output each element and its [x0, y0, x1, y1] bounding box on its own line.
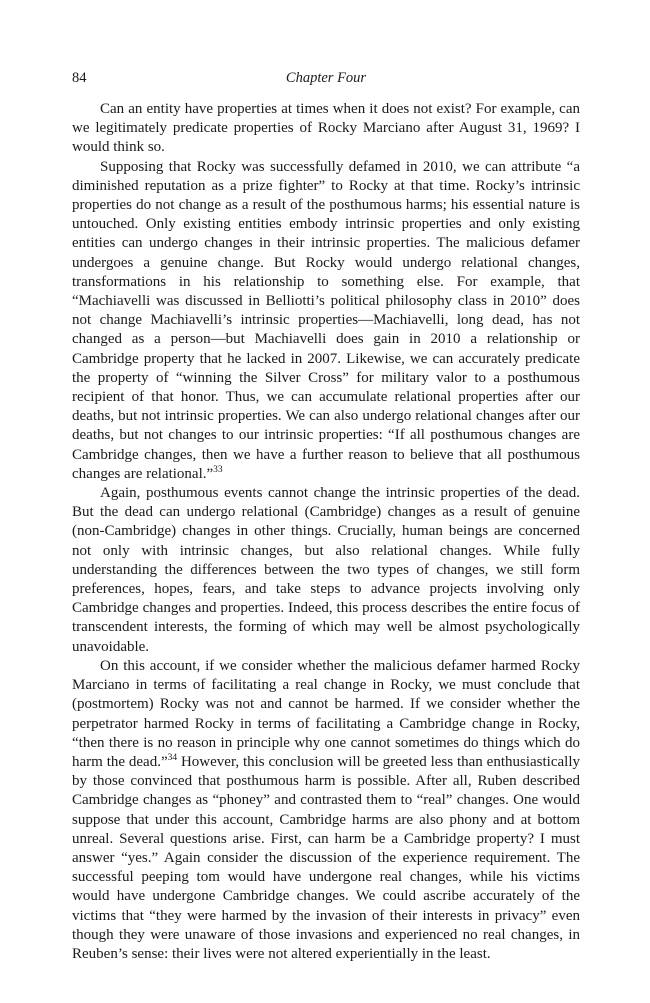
body-text	[72, 100, 580, 964]
paragraph-1	[72, 100, 580, 158]
running-head	[72, 70, 580, 90]
paragraph-4-text-before: On this account, if we consider whether the malicious defamer harmed Rocky Marciano in terms of facilitating a real change in Rocky, we must conclude that (postmortem) Rocky was not and cannot be harmed. If we consider whether the perpetrator harmed Rocky in terms of facilitating a Cambridge change in Rocky, “then there is no reason in principle why one cannot sometimes do things which do harm the dead.”	[72, 657, 580, 770]
page-number: 84	[72, 70, 87, 86]
paragraph-1-text: Can an entity have properties at times when it does not exist? For example, can we legitimately predicate properties of Rocky Marciano after August 31, 1969? I would think so.	[72, 101, 580, 156]
book-page	[72, 0, 580, 1003]
footnote-ref-34[interactable]: 34	[167, 752, 178, 763]
paragraph-3	[72, 484, 580, 657]
paragraph-3-text: Again, posthumous events cannot change the intrinsic properties of the dead. But the dead can undergo relational (Cambridge) changes as a result of genuine (non-Cambridge) changes in other things. Crucially, human beings are concerned not only with intrinsic changes, but also relational changes. While fully understanding the differences between the two types of changes, we still form preferences, hopes, fears, and take steps to advance projects involving only Cambridge changes and properties. Indeed, this process describes the entire focus of transcendent interests, the forming of which may well be almost psychologically unavoidable.	[72, 485, 580, 655]
footnote-ref-33[interactable]: 33	[213, 464, 223, 475]
paragraph-4	[72, 657, 580, 964]
paragraph-4-text-after: However, this conclusion will be greeted less than enthusiastically by those convinced that posthumous harm is possible. After all, Ruben described Cambridge changes as “phoney” and contrasted them to “real” changes. One would suppose that under this account, Cambridge harms are also phony and at bottom unreal. Several questions arise. First, can harm be a Cambridge property? I must answer “yes.” Again consider the discussion of the experience requirement. The successful peeping tom would have undergone real changes, while his victims would have undergone Cambridge changes. We could ascribe accurately of the victims that “they were harmed by the invasion of their interests in privacy” even though they were unaware of those invasions and experienced no real changes, in Reuben’s sense: their lives were not altered experientially in the least.	[72, 753, 580, 962]
paragraph-2-text: Supposing that Rocky was successfully defamed in 2010, we can attribute “a diminished reputation as a prize fighter” to Rocky at that time. Rocky’s intrinsic properties do not change as a result of the posthumous harms; his essential nature is untouched. Only existing entities embody intrinsic properties and only existing entities can undergo changes in their intrinsic properties. The malicious defamer undergoes a genuine change. But Rocky would undergo relational changes, transformations in his relationship to something else. For example, that “Machiavelli was discussed in Belliotti’s political philosophy class in 2010” does not change Machiavelli’s intrinsic properties—Machiavelli, long dead, has not changed as a person—but Machiavelli does gain in 2010 a relationship or Cambridge property that he lacked in 2007. Likewise, we can accurately predicate the property of “winning the Silver Cross” for military valor to a posthumous recipient of that honor. Thus, we can accumulate relational properties after our deaths, but not intrinsic properties. We can also undergo relational changes after our deaths, but not changes to our intrinsic properties: “If all posthumous changes are Cambridge changes, then we have a further reason to believe that all posthumous changes are relational.”	[72, 158, 580, 482]
paragraph-2	[72, 158, 580, 484]
chapter-title: Chapter Four	[285, 70, 367, 86]
